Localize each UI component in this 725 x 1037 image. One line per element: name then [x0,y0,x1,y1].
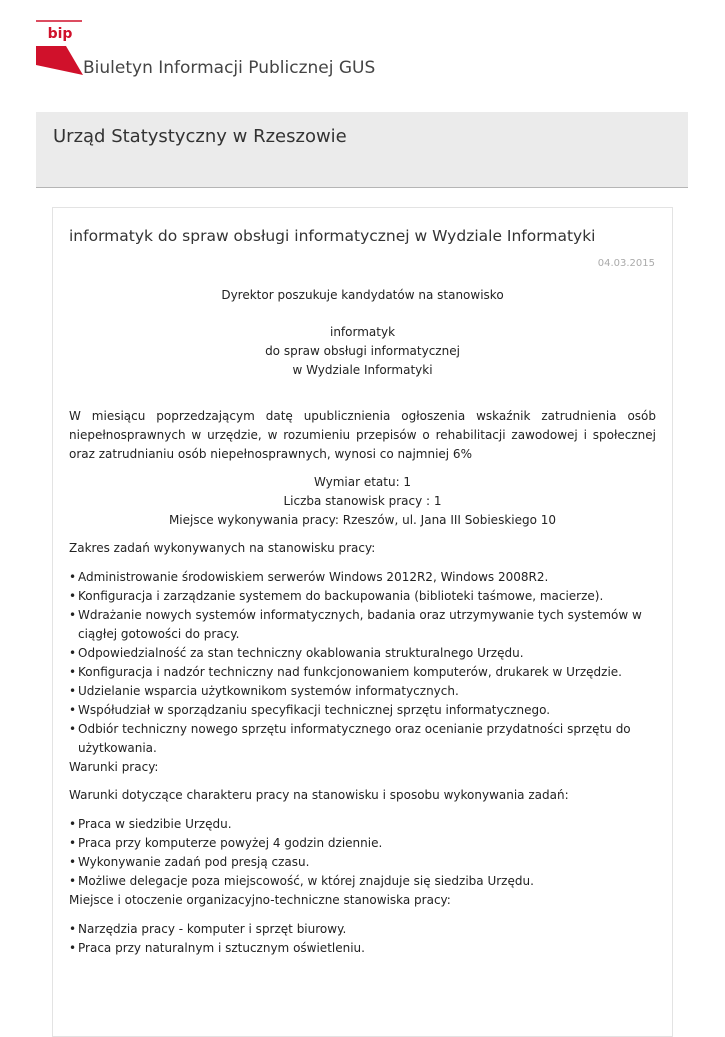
conditions-heading: Warunki dotyczące charakteru pracy na stanowisku i sposobu wykonywania zadań: [69,788,569,802]
list-item: • Narzędzia pracy - komputer i sprzęt biurowy. [69,920,656,939]
article-date: 04.03.2015 [597,258,655,269]
intro-text: Dyrektor poszukuje kandydatów na stanowisko [221,288,504,302]
list-item: • Odbiór techniczny nowego sprzętu informatycznego oraz ocenianie przydatności sprzętu do użytkowania. [69,720,656,758]
list-item: • Administrowanie środowiskiem serwerów Windows 2012R2, Windows 2008R2. [69,568,656,587]
position-block [69,323,656,380]
job-info [69,473,656,530]
list-item: • Współudział w sporządzaniu specyfikacji technicznej sprzętu informatycznego. [69,701,656,720]
list-item: • Praca przy naturalnym i sztucznym oświetleniu. [69,939,656,958]
site-title[interactable]: Biuletyn Informacji Publicznej GUS [83,58,376,78]
job-info-line: Miejsce wykonywania pracy: Rzeszów, ul. Jana III Sobieskiego 10 [168,513,557,527]
job-info-line: Wymiar etatu: 1 [313,475,412,489]
list-item: • Konfiguracja i zarządzanie systemem do backupowania (biblioteki taśmowe, macierze). [69,587,656,606]
office-title[interactable]: Urząd Statystyczny w Rzeszowie [53,126,347,147]
bip-logo[interactable] [36,20,84,76]
list-item: • Możliwe delegacje poza miejscowość, w której znajduje się siedziba Urzędu. [69,872,656,891]
position-line: informatyk [329,325,396,339]
environment-heading: Miejsce i otoczenie organizacyjno-techniczne stanowiska pracy: [69,893,451,907]
list-item: • Udzielanie wsparcia użytkownikom systemów informatycznych. [69,682,656,701]
tasks-list [69,568,656,758]
list-item: • Wykonywanie zadań pod presją czasu. [69,853,656,872]
logo-text: bip [47,26,73,42]
conditions-label: Warunki pracy: [69,760,159,774]
article-title: informatyk do spraw obsługi informatycznej w Wydziale Informatyki [69,227,596,245]
disability-note: W miesiącu poprzedzającym datę upublicznienia ogłoszenia wskaźnik zatrudnienia osób niepełnosprawnych w urzędzie, w rozumieniu przepisów o rehabilitacji zawodowej i społecznej oraz zatrudnianiu osób niepełnosprawnych, wynosi co najmniej 6% [69,409,656,461]
list-item: • Praca w siedzibie Urzędu. [69,815,656,834]
position-line: w Wydziale Informatyki [292,363,433,377]
list-item: • Praca przy komputerze powyżej 4 godzin dziennie. [69,834,656,853]
article-content [69,282,656,958]
job-info-line: Liczba stanowisk pracy : 1 [283,494,442,508]
position-line: do spraw obsługi informatycznej [265,344,460,358]
list-item: • Odpowiedzialność za stan techniczny okablowania strukturalnego Urzędu. [69,644,656,663]
environment-list [69,920,656,958]
tasks-heading: Zakres zadań wykonywanych na stanowisku pracy: [69,541,376,555]
bip-logo-icon [36,20,84,76]
list-item: • Wdrażanie nowych systemów informatycznych, badania oraz utrzymywanie tych systemów w ciągłej gotowości do pracy. [69,606,656,644]
list-item: • Konfiguracja i nadzór techniczny nad funkcjonowaniem komputerów, drukarek w Urzędzie. [69,663,656,682]
office-header [36,112,688,188]
conditions-list [69,815,656,891]
